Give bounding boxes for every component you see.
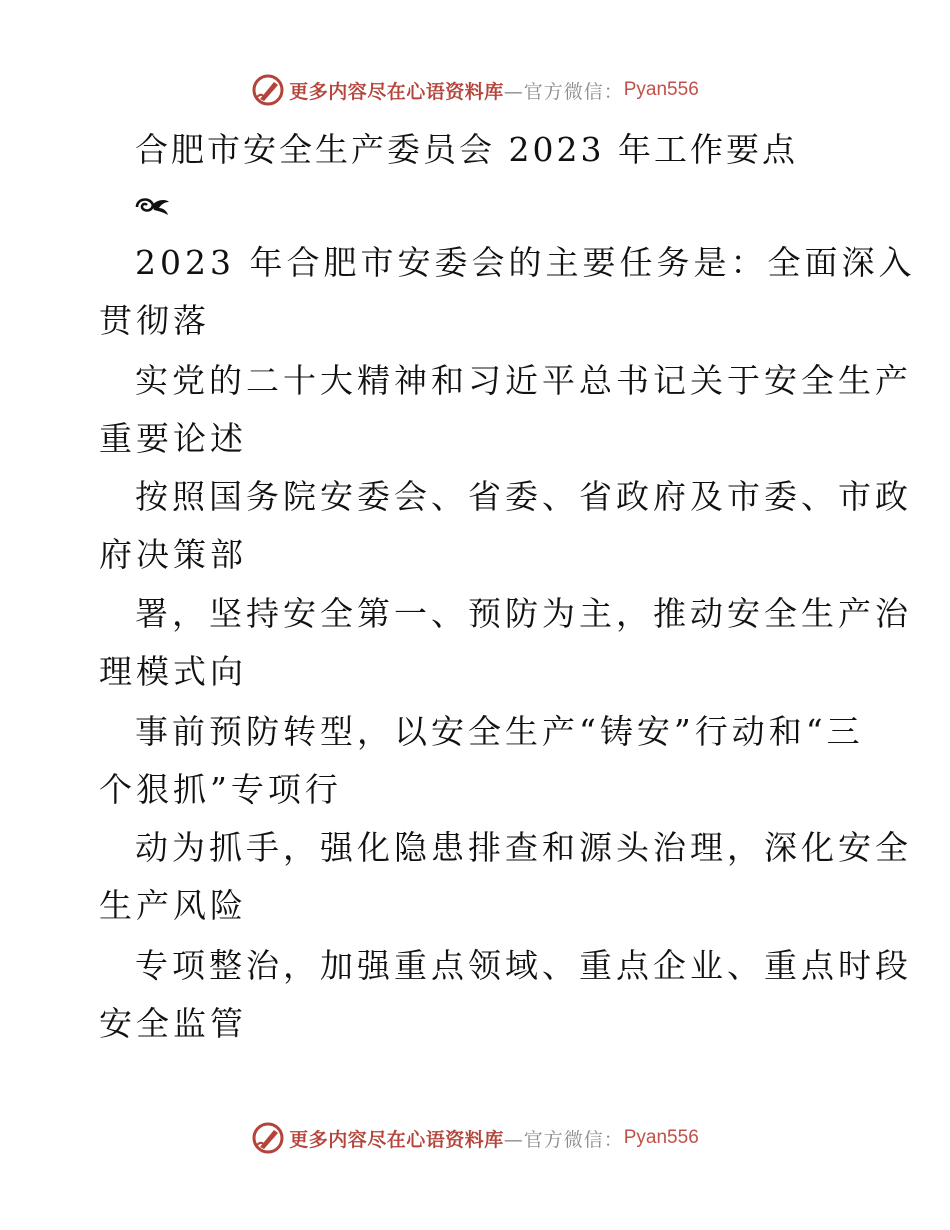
banner-text: 更多内容尽在心语资料库 bbox=[289, 1128, 504, 1151]
fleuron-ornament-icon bbox=[134, 193, 172, 219]
footer-banner bbox=[0, 1118, 950, 1158]
banner-wechat-id: Pyan556 bbox=[623, 79, 699, 100]
body-line: 生产风险 bbox=[99, 886, 247, 925]
banner-wechat-id: Pyan556 bbox=[623, 1127, 699, 1148]
body-line: 动为抓手，强化隐患排查和源头治理，深化安全 bbox=[135, 828, 912, 867]
body-line: 理模式向 bbox=[99, 652, 247, 691]
body-line: 安全监管 bbox=[99, 1004, 247, 1043]
body-line: 2023 年合肥市安委会的主要任务是：全面深入 bbox=[135, 243, 916, 282]
body-line: 按照国务院安委会、省委、省政府及市委、市政 bbox=[135, 477, 912, 516]
pen-circle-logo-icon bbox=[251, 1121, 285, 1155]
header-banner bbox=[0, 70, 950, 110]
body-line: 府决策部 bbox=[99, 535, 247, 574]
banner-wechat-label: —官方微信： bbox=[503, 80, 624, 103]
body-line: 专项整治，加强重点领域、重点企业、重点时段 bbox=[135, 946, 912, 985]
body-line: 贯彻落 bbox=[99, 301, 210, 340]
body-line: 事前预防转型，以安全生产“铸安”行动和“三 bbox=[135, 712, 864, 751]
banner-wechat-label: —官方微信： bbox=[503, 1128, 624, 1151]
document-title: 合肥市安全生产委员会 2023 年工作要点 bbox=[135, 130, 798, 169]
body-line: 实党的二十大精神和习近平总书记关于安全生产 bbox=[135, 361, 912, 400]
body-line: 署，坚持安全第一、预防为主，推动安全生产治 bbox=[135, 594, 912, 633]
body-line: 重要论述 bbox=[99, 419, 247, 458]
banner-text: 更多内容尽在心语资料库 bbox=[289, 80, 504, 103]
body-line: 个狠抓”专项行 bbox=[99, 770, 342, 809]
pen-circle-logo-icon bbox=[251, 73, 285, 107]
